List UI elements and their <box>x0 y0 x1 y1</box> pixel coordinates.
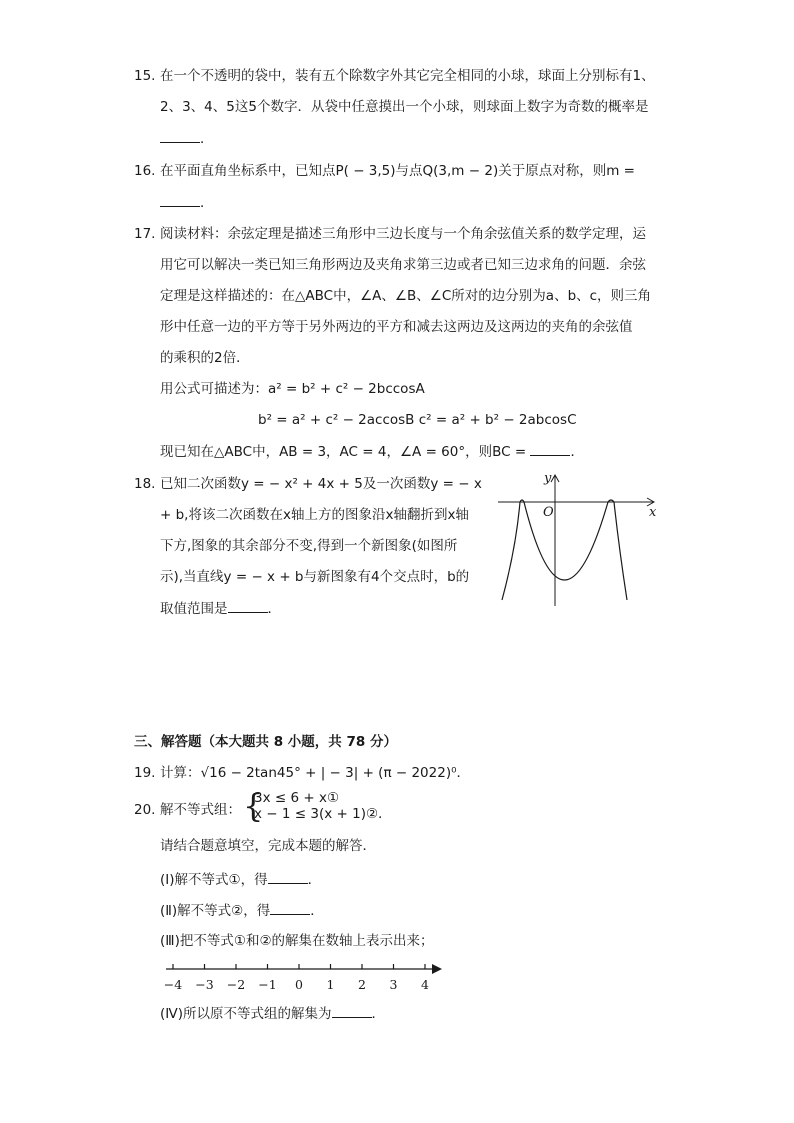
q15-blank[interactable] <box>160 128 200 143</box>
q17-question-line <box>160 441 584 462</box>
q20-step3: (Ⅲ)把不等式①和②的解集在数轴上表示出来； <box>160 933 434 949</box>
q18-line5: 取值范围是 <box>160 601 228 617</box>
number-line-label: 4 <box>421 977 429 992</box>
q20-step4-blank[interactable] <box>332 1003 372 1018</box>
q15-line1: 在一个不透明的袋中，装有五个除数字外其它完全相同的小球，球面上分别标有1、 <box>160 68 655 84</box>
q18-line1: 已知二次函数y = − x² + 4x + 5及一次函数y = − x <box>160 476 482 492</box>
number-line-label: 2 <box>358 977 366 992</box>
q18-graph <box>498 468 668 608</box>
q20-step1-period: ． <box>307 872 322 888</box>
q20-ineq-tail: ． <box>378 806 392 822</box>
q18-line4: 示),当直线y = − x + b与新图象有4个交点时，b的 <box>160 569 470 585</box>
q18-line2: + b,将该二次函数在x轴上方的图象沿x轴翻折到x轴 <box>160 507 469 523</box>
q17-formula2: b² = a² + c² − 2accosB c² = a² + b² − 2abcosC <box>258 412 577 428</box>
q20-step1-line <box>160 869 321 890</box>
number-line-label: 1 <box>326 977 335 992</box>
q20-number: 20. <box>134 802 156 818</box>
q16-tail: ． <box>200 195 214 211</box>
q18-curve-bowl <box>524 502 608 580</box>
q20-step4-period: ． <box>371 1006 385 1022</box>
q16-answer-line <box>160 192 214 213</box>
q16-number: 16. <box>134 163 156 179</box>
q20-ineq2 <box>254 806 392 822</box>
q18-blank[interactable] <box>228 598 268 613</box>
q18-number: 18. <box>134 476 156 492</box>
q20-lead: 解不等式组： <box>160 802 241 818</box>
q20-step2-blank[interactable] <box>270 900 310 915</box>
number-line-label: −1 <box>258 977 277 992</box>
q17-line4: 形中任意一边的平方等于另外两边的平方和减去这两边及这两边的夹角的余弦值 <box>160 319 633 335</box>
q20-step2-line <box>160 900 324 921</box>
q16-blank[interactable] <box>160 192 200 207</box>
q20-step4: (Ⅳ)所以原不等式组的解集为 <box>160 1006 332 1022</box>
q17-line1: 阅读材料：余弦定理是描述三角形中三边长度与一个角余弦值关系的数学定理，运 <box>160 226 646 242</box>
q20-instruction: 请结合题意填空，完成本题的解答． <box>160 838 376 854</box>
q16-line1: 在平面直角坐标系中，已知点P( − 3,5)与点Q(3,m − 2)关于原点对称，则m = <box>160 163 635 179</box>
q15-tail: ． <box>200 131 214 147</box>
section3-title: 三、解答题（本大题共 8 小题，共 78 分） <box>134 734 397 750</box>
q15-line2: 2、3、4、5这5个数字．从袋中任意摸出一个小球，则球面上数字为奇数的概率是 <box>160 99 649 115</box>
number-line-label: −4 <box>163 977 183 992</box>
q18-y-label: y <box>544 471 552 486</box>
q20-step1: (Ⅰ)解不等式①，得 <box>160 872 268 888</box>
q18-answer-line <box>160 598 281 619</box>
q15-number: 15. <box>134 68 156 84</box>
number-line-label: −2 <box>226 977 246 992</box>
q17-tail: ． <box>570 444 584 460</box>
q18-curve-right-branch <box>614 502 627 600</box>
q18-x-label: x <box>649 505 657 520</box>
q20-step2-period: ． <box>310 903 324 919</box>
q20-ineq2-text: x − 1 ≤ 3(x + 1)② <box>254 806 379 822</box>
q20-brace: { <box>243 787 264 825</box>
q17-line3: 定理是这样描述的：在△ABC中，∠A、∠B、∠C所对的边分别为a、b、c，则三角 <box>160 288 652 304</box>
q18-curve-left-branch <box>502 502 520 600</box>
number-line-label: 0 <box>295 977 303 992</box>
q17-line2: 用它可以解决一类已知三角形两边及夹角求第三边或者已知三边求角的问题．余弦 <box>160 257 646 273</box>
q20-ineq1: 3x ≤ 6 + x① <box>254 790 340 806</box>
q18-line3: 下方,图象的其余部分不变,得到一个新图象(如图所 <box>160 538 458 554</box>
q20-step4-line <box>160 1003 385 1024</box>
q17-number: 17. <box>134 226 156 242</box>
q20-step2: (Ⅱ)解不等式②，得 <box>160 903 271 919</box>
q20-number-line <box>160 958 450 996</box>
q17-line5: 的乘积的2倍． <box>160 350 250 366</box>
q15-answer-line <box>160 128 214 149</box>
q18-origin-label: O <box>543 505 554 520</box>
q19-text: 计算：√16 − 2tan45° + | − 3| + (π − 2022)⁰． <box>160 765 471 781</box>
number-line-arrow <box>432 964 442 974</box>
q19-number: 19. <box>134 765 156 781</box>
q17-blank[interactable] <box>530 441 570 456</box>
q18-tail: ． <box>267 601 281 617</box>
q20-step1-blank[interactable] <box>268 869 308 884</box>
q17-formula-intro: 用公式可描述为：a² = b² + c² − 2bccosA <box>160 381 425 397</box>
q17-question: 现已知在△ABC中，AB = 3，AC = 4，∠A = 60°，则BC = <box>160 444 527 460</box>
number-line-label: 3 <box>389 977 398 992</box>
number-line-label: −3 <box>195 977 214 992</box>
